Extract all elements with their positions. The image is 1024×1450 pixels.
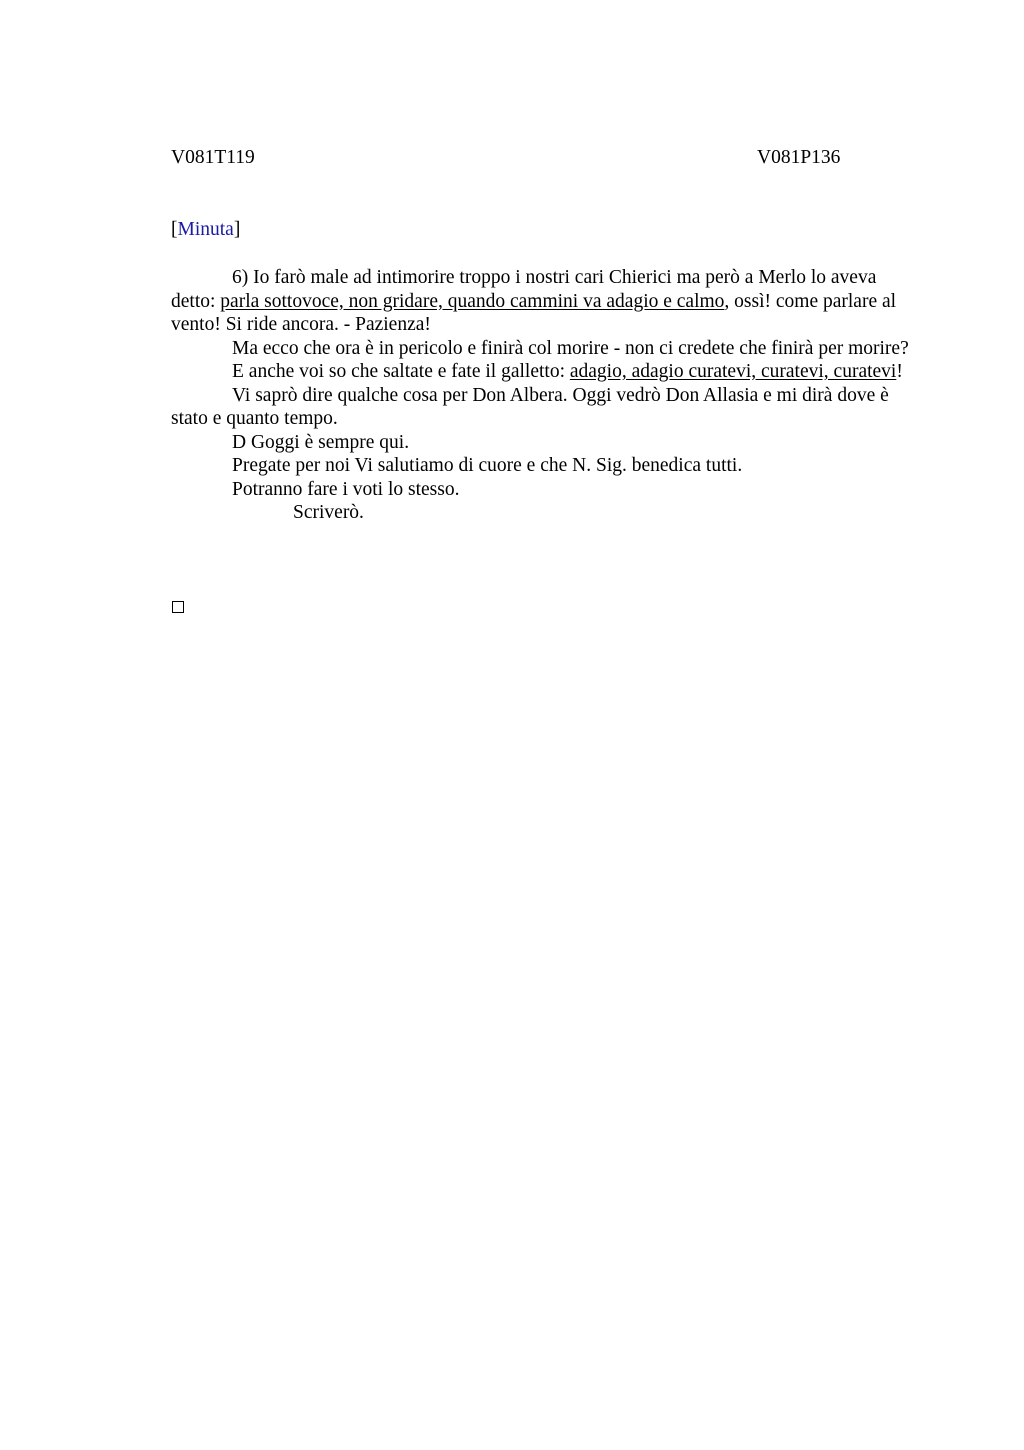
paragraph-3 <box>171 360 923 384</box>
page-code-right: V081P136 <box>757 147 841 168</box>
paragraph-1-start: 6) Io farò male ad intimorire troppo i nostri cari Chierici ma però a Merlo lo aveva detto: <box>171 267 877 312</box>
paragraph-2: Ma ecco che ora è in pericolo e finirà col morire - non ci credete che finirà per morire? <box>232 337 909 359</box>
paragraph-1-end: , ossì! come parlare al vento! Si ride ancora. - Pazienza! <box>171 290 897 335</box>
close-bracket: ] <box>233 219 241 240</box>
letter-body <box>171 266 923 525</box>
paragraph-4: Vi saprò dire qualche cosa per Don Albera. Oggi vedrò Don Allasia e mi dirà dove è stato e quanto tempo. <box>171 384 889 429</box>
paragraph-1 <box>171 266 923 337</box>
paragraph-3-underlined: adagio, adagio curatevi, curatevi, curatevi <box>569 361 897 382</box>
open-bracket: [ <box>171 219 178 240</box>
paragraph-5: D Goggi è sempre qui. <box>232 431 410 453</box>
empty-square-icon <box>172 601 184 613</box>
minuta-label <box>171 218 240 242</box>
paragraph-3-start: E anche voi so che saltate e fate il galletto: <box>232 361 570 382</box>
closing-signoff: Scriverò. <box>293 502 364 523</box>
paragraph-7: Potranno fare i voti lo stesso. <box>232 478 460 500</box>
paragraph-3-end: ! <box>896 361 903 382</box>
paragraph-1-underlined: parla sottovoce, non gridare, quando cammini va adagio e calmo <box>220 290 725 312</box>
minuta-link[interactable]: Minuta <box>177 219 234 240</box>
paragraph-6: Pregate per noi Vi salutiamo di cuore e che N. Sig. benedica tutti. <box>232 455 743 476</box>
document-code-left: V081T119 <box>171 147 255 168</box>
